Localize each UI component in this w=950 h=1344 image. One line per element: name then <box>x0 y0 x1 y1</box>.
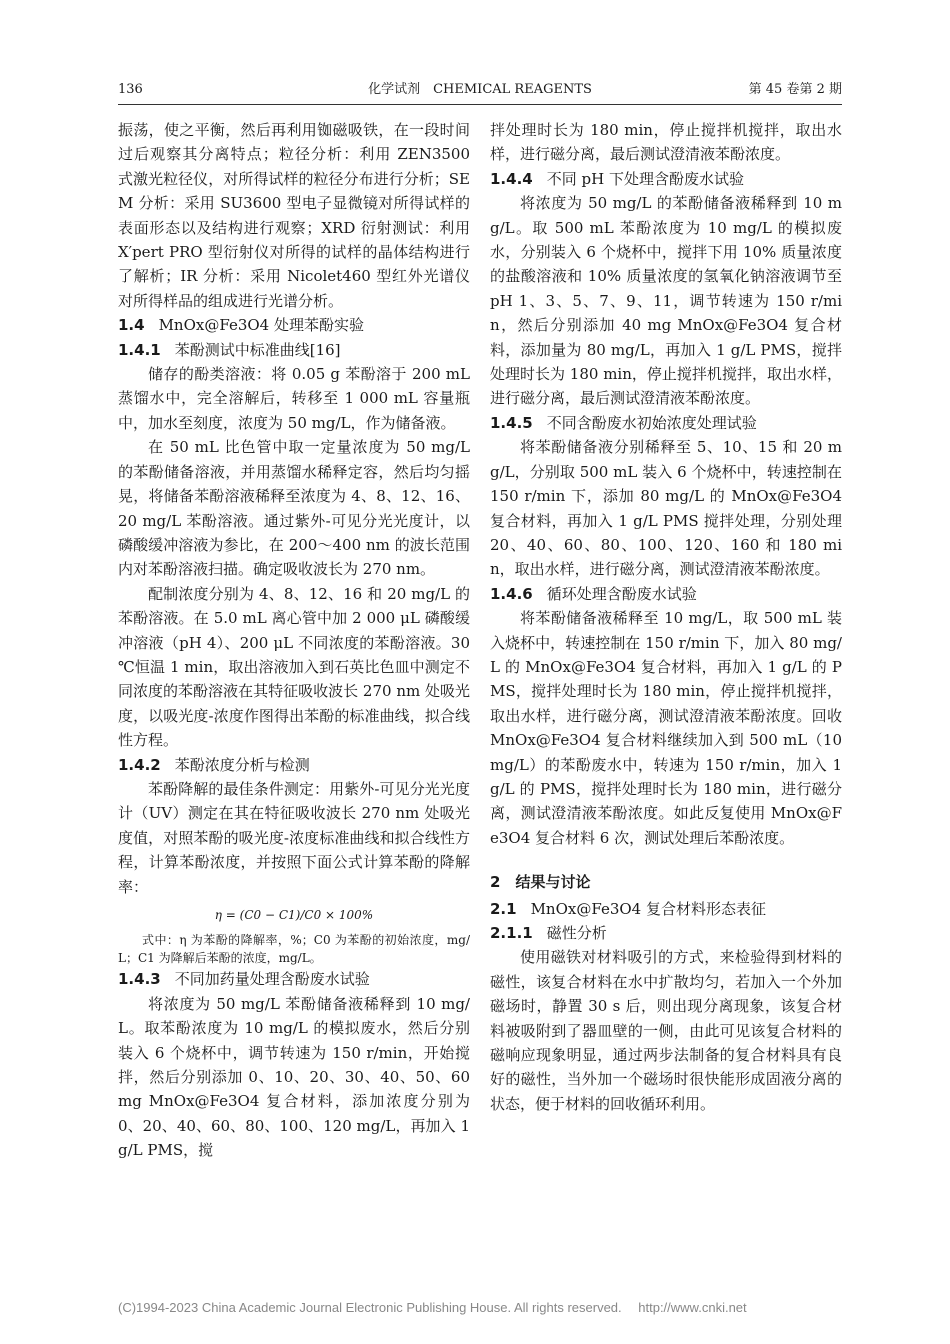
paragraph: 振荡，使之平衡，然后再利用铷磁吸铁，在一段时间过后观察其分离特点；粒径分析：利用 ZEN3500 式激光粒径仪，对所得试样的粒径分布进行分析；SEM 分析：采用 SU3600 型电子显微镜对所得试样的表面形态以及结构进行观察；XRD 衍射测试：利用 X′pert PRO 型衍射仪对所得的试样的晶体结构进行了解析；IR 分析：采用 Nicolet460 型红外光谱仪对所得样品的组成进行光谱分析。 <box>118 121 470 310</box>
section-heading-1-4-4: 1.4.4 不同 pH 下处理含酚废水试验 <box>490 169 744 188</box>
copyright-footer: (C)1994-2023 China Academic Journal Electronic Publishing House. All rights reserved. http://www.cnki.net <box>118 1300 747 1315</box>
section-heading-1-4-5: 1.4.5 不同含酚废水初始浓度处理试验 <box>490 413 757 432</box>
paragraph: 将苯酚储备液稀释至 10 mg/L，取 500 mL 装入烧杯中，转速控制在 150 r/min 下，加入 80 mg/L 的 MnOx@Fe3O4 复合材料，再加入 1 g/L 的 PMS，搅拌处理时长为 180 min，停止搅拌机搅拌，取出水样，进行磁分离，测试澄清液苯酚浓度。回收 MnOx@Fe3O4 复合材料继续加入到 500 mL（10 mg/L）的苯酚废水中，转速为 150 r/min，加入 1 g/L 的 PMS，搅拌处理时长为 180 min，进行磁分离，测试澄清液苯酚浓度。如此反复使用 MnOx@Fe3O4 复合材料 6 次，测试处理后苯酚浓度。 <box>490 609 842 847</box>
section-heading-2-1: 2.1 MnOx@Fe3O4 复合材料形态表征 <box>490 899 766 918</box>
paragraph: 苯酚降解的最佳条件测定：用紫外-可见分光光度计（UV）测定在其在特征吸收波长 270 nm 处吸光度值，对照苯酚的吸光度-浓度标准曲线和拟合线性方程，计算苯酚浓度，并按照下面公式计算苯酚的降解率： <box>118 779 470 896</box>
paragraph: 将浓度为 50 mg/L 的苯酚储备液稀释到 10 mg/L。取 500 mL 苯酚浓度为 10 mg/L 的模拟废水，分别装入 6 个烧杯中，搅拌下用 10% 质量浓度的盐酸溶液和 10% 质量浓度的氢氧化钠溶液调节至 pH 1、3、5、7、9、11，调节转速为 150 r/min，然后分别添加 40 mg MnOx@Fe3O4 复合材料，添加量为 80 mg/L，再加入 1 g/L PMS，搅拌处理时长为 180 min，停止搅拌机搅拌，取出水样，进行磁分离，最后测试澄清液苯酚浓度。 <box>490 194 842 408</box>
right-column <box>490 118 842 1116</box>
left-column <box>118 118 470 1163</box>
paragraph: 在 50 mL 比色管中取一定量浓度为 50 mg/L 的苯酚储备溶液，并用蒸馏水稀释定容，然后均匀摇晃，将储备苯酚溶液稀释至浓度为 4、8、12、16、20 mg/L 苯酚溶液。通过紫外-可见分光光度计，以磷酸缓冲溶液为参比，在 200～400 nm 的波长范围内对苯酚溶液扫描。确定吸收波长为 270 nm。 <box>118 438 470 579</box>
section-heading-1-4-1: 1.4.1 苯酚测试中标准曲线[16] <box>118 340 341 359</box>
section-heading-2: 2 结果与讨论 <box>490 873 591 892</box>
journal-title: 化学试剂 CHEMICAL REAGENTS <box>368 82 592 97</box>
section-heading-1-4-2: 1.4.2 苯酚浓度分析与检测 <box>118 755 310 774</box>
equation: η = (C0 − C1)/C0 × 100% <box>214 908 374 922</box>
paragraph: 配制浓度分别为 4、8、12、16 和 20 mg/L 的苯酚溶液。在 5.0 mL 离心管中加 2 000 μL 磷酸缓冲溶液（pH 4）、200 μL 不同浓度的苯酚溶液。30 ℃恒温 1 min，取出溶液加入到石英比色皿中测定不同浓度的苯酚溶液在其特征吸收波长 270 nm 处吸光度，以吸光度-浓度作图得出苯酚的标准曲线，拟合线性方程。 <box>118 584 470 750</box>
paragraph: 使用磁铁对材料吸引的方式，来检验得到材料的磁性，该复合材料在水中扩散均匀，若加入一个外加磁场时，静置 30 s 后，则出现分离现象，该复合材料被吸附到了器皿壁的一侧，由此可见该复合材料的磁响应现象明显，通过两步法制备的复合材料具有良好的磁性，当外加一个磁场时很快能形成固液分离的状态，便于材料的回收循环利用。 <box>490 948 842 1113</box>
equation-note: 式中：η 为苯酚的降解率，%；C0 为苯酚的初始浓度，mg/L；C1 为降解后苯酚的浓度，mg/L。 <box>118 933 470 966</box>
section-heading-1-4-3: 1.4.3 不同加药量处理含酚废水试验 <box>118 970 370 989</box>
paragraph: 拌处理时长为 180 min，停止搅拌机搅拌，取出水样，进行磁分离，最后测试澄清液苯酚浓度。 <box>490 121 842 164</box>
paragraph: 将苯酚储备液分别稀释至 5、10、15 和 20 mg/L，分别取 500 mL 装入 6 个烧杯中，转速控制在 150 r/min 下，添加 80 mg/L 的 MnOx@Fe3O4 复合材料，再加入 1 g/L PMS 搅拌处理，分别处理 20、40、60、80、100、120、160 和 180 min，取出水样，进行磁分离，测试澄清液苯酚浓度。 <box>490 438 842 579</box>
running-header <box>118 80 842 105</box>
paragraph: 储存的酚类溶液：将 0.05 g 苯酚溶于 200 mL 蒸馏水中，完全溶解后，转移至 1 000 mL 容量瓶中，加水至刻度，浓度为 50 mg/L，作为储备液。 <box>118 365 470 432</box>
section-heading-2-1-1: 2.1.1 磁性分析 <box>490 924 607 942</box>
paragraph: 将浓度为 50 mg/L 苯酚储备液稀释到 10 mg/L。取苯酚浓度为 10 mg/L 的模拟废水，然后分别装入 6 个烧杯中，调节转速为 150 r/min，开始搅拌，然后分别添加 0、10、20、30、40、50、60 mg MnOx@Fe3O4 复合材料，添加浓度分别为 0、20、40、60、80、100、120 mg/L，再加入 1 g/L PMS，搅 <box>118 994 470 1160</box>
volume-issue: 第 45 卷第 2 期 <box>748 82 842 97</box>
section-heading-1-4: 1.4 MnOx@Fe3O4 处理苯酚实验 <box>118 316 364 335</box>
section-heading-1-4-6: 1.4.6 循环处理含酚废水试验 <box>490 584 697 603</box>
page-number: 136 <box>118 82 143 97</box>
